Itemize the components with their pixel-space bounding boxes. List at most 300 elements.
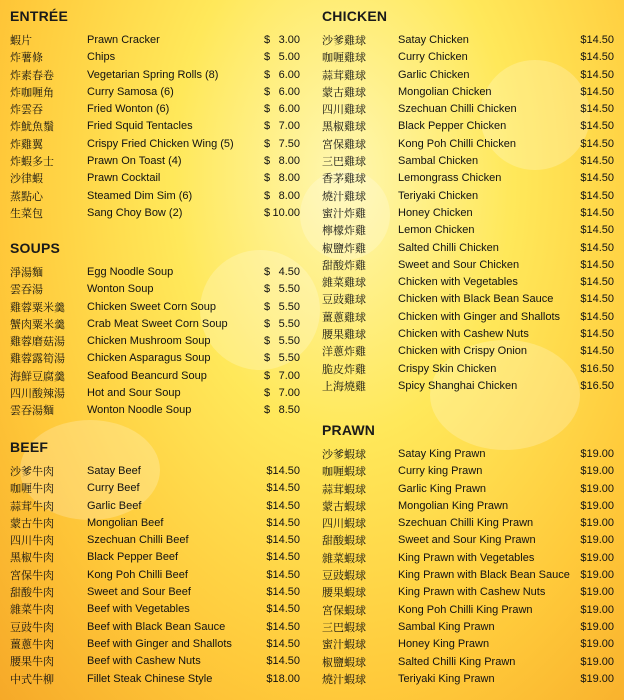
dish-chinese-name: 海鮮豆腐羹 — [10, 369, 65, 383]
menu-item-row — [322, 274, 614, 291]
dish-english-name: Teriyaki Chicken — [398, 189, 479, 202]
dish-price: $14.50 — [580, 310, 614, 323]
dish-price: 5.50 — [278, 300, 300, 313]
dish-english-name: Teriyaki King Prawn — [398, 672, 495, 685]
dish-chinese-name: 蒸點心 — [10, 189, 43, 203]
dish-english-name: Honey King Prawn — [398, 638, 490, 651]
dish-price: $14.50 — [580, 328, 614, 341]
dish-english-name: Black Pepper Beef — [87, 551, 179, 564]
section-prawn — [322, 420, 614, 688]
menu-item-row — [322, 67, 614, 84]
dish-price: $14.50 — [266, 586, 300, 599]
dish-chinese-name: 雜菜牛肉 — [10, 603, 54, 617]
section-chicken — [322, 6, 614, 395]
section-title: ENTRÉE — [10, 8, 68, 24]
dish-english-name: Kong Poh Chilli Chicken — [398, 137, 517, 150]
dish-chinese-name: 咖喱雞球 — [322, 51, 366, 65]
dish-price: $19.00 — [580, 534, 614, 547]
dish-chinese-name: 生菜包 — [10, 206, 43, 220]
price-currency: $ — [264, 387, 271, 400]
dish-english-name: Spicy Shanghai Chicken — [398, 379, 518, 392]
menu-item-row — [322, 378, 614, 395]
dish-price: $16.50 — [580, 362, 614, 375]
dish-english-name: Sambal Chicken — [398, 155, 479, 168]
dish-chinese-name: 蜜汁蝦球 — [322, 638, 366, 652]
menu-item-row — [322, 326, 614, 343]
price-currency: $ — [264, 85, 271, 98]
dish-english-name: Wonton Soup — [87, 283, 154, 296]
dish-price: $14.50 — [580, 172, 614, 185]
menu-item-row — [10, 567, 302, 584]
menu-item-row — [322, 257, 614, 274]
dish-english-name: Honey Chicken — [398, 206, 473, 219]
dish-price: $19.00 — [580, 620, 614, 633]
menu-item-row — [10, 205, 302, 222]
dish-chinese-name: 檸檬炸雞 — [322, 224, 366, 238]
dish-chinese-name: 蟹肉粟米羹 — [10, 317, 65, 331]
dish-chinese-name: 沙爹雞球 — [322, 34, 366, 47]
dish-price: $14.50 — [580, 68, 614, 81]
dish-english-name: Lemon Chicken — [398, 224, 475, 237]
dish-english-name: Salted Chilli King Prawn — [398, 655, 516, 668]
dish-english-name: Szechuan Chilli Chicken — [398, 103, 517, 116]
dish-price: 5.50 — [278, 317, 300, 330]
dish-english-name: Fried Wonton (6) — [87, 103, 170, 116]
menu-item-row — [10, 299, 302, 316]
dish-chinese-name: 腰果蝦球 — [322, 586, 366, 600]
section-soups — [10, 238, 302, 420]
dish-chinese-name: 上海燒雞 — [322, 379, 366, 393]
dish-english-name: Steamed Dim Sim (6) — [87, 189, 193, 202]
dish-english-name: Beef with Black Bean Sauce — [87, 620, 226, 633]
dish-chinese-name: 豆豉雞球 — [322, 293, 366, 307]
dish-english-name: King Prawn with Cashew Nuts — [398, 586, 546, 599]
dish-price: $19.00 — [580, 603, 614, 616]
dish-chinese-name: 中式牛柳 — [10, 672, 54, 686]
menu-item-row — [10, 281, 302, 298]
dish-english-name: Szechuan Chilli Beef — [87, 534, 189, 547]
dish-english-name: Chicken with Vegetables — [398, 276, 518, 289]
dish-chinese-name: 燒汁蝦球 — [322, 672, 366, 686]
menu-item-row — [322, 602, 614, 619]
dish-chinese-name: 脆皮炸雞 — [322, 362, 366, 376]
dish-price: $14.50 — [580, 345, 614, 358]
menu-item-row — [322, 136, 614, 153]
dish-chinese-name: 炸咖喱角 — [10, 85, 54, 99]
section-title: CHICKEN — [322, 8, 388, 24]
price-currency: $ — [264, 283, 271, 296]
dish-price: 5.50 — [278, 335, 300, 348]
menu-item-row — [10, 101, 302, 118]
menu-item-row — [10, 316, 302, 333]
menu-item-row — [10, 601, 302, 618]
dish-english-name: Crab Meat Sweet Corn Soup — [87, 317, 228, 330]
dish-chinese-name: 椒鹽炸雞 — [322, 241, 366, 255]
section-title: PRAWN — [322, 422, 376, 438]
dish-price: $19.00 — [580, 517, 614, 530]
dish-price: 10.00 — [272, 206, 300, 219]
dish-english-name: Mongolian King Prawn — [398, 499, 509, 512]
menu-item-row — [10, 498, 302, 515]
dish-english-name: Vegetarian Spring Rolls (8) — [87, 68, 219, 81]
dish-price: $14.50 — [580, 293, 614, 306]
menu-item-row — [322, 361, 614, 378]
dish-english-name: Fillet Steak Chinese Style — [87, 672, 213, 685]
dish-chinese-name: 薑蔥牛肉 — [10, 637, 54, 651]
dish-price: $14.50 — [580, 189, 614, 202]
dish-chinese-name: 薑蔥雞球 — [322, 310, 366, 324]
menu-item-row — [10, 671, 302, 688]
dish-price: 5.50 — [278, 283, 300, 296]
menu-item-row — [10, 188, 302, 205]
dish-english-name: Crispy Skin Chicken — [398, 362, 497, 375]
dish-english-name: Chicken Asparagus Soup — [87, 352, 211, 365]
dish-price: $19.00 — [580, 672, 614, 685]
dish-chinese-name: 香茅雞球 — [322, 172, 366, 186]
dish-price: $19.00 — [580, 586, 614, 599]
dish-price: $14.50 — [580, 137, 614, 150]
menu-item-row — [10, 264, 302, 281]
dish-english-name: Curry king Prawn — [398, 465, 483, 478]
dish-english-name: Satay Chicken — [398, 34, 469, 46]
dish-english-name: Crispy Fried Chicken Wing (5) — [87, 137, 234, 150]
menu-item-row — [322, 515, 614, 532]
dish-english-name: Chicken Sweet Corn Soup — [87, 300, 217, 313]
dish-chinese-name: 雜菜雞球 — [322, 276, 366, 290]
dish-price: $14.50 — [266, 482, 300, 495]
dish-price: $14.50 — [266, 499, 300, 512]
dish-price: 3.00 — [278, 34, 300, 46]
menu-item-row — [10, 136, 302, 153]
menu-item-row — [322, 205, 614, 222]
dish-chinese-name: 雲吞湯麵 — [10, 404, 54, 418]
dish-chinese-name: 四川蝦球 — [322, 517, 366, 531]
dish-english-name: Szechuan Chilli King Prawn — [398, 517, 534, 530]
dish-chinese-name: 雲吞湯 — [10, 283, 43, 297]
dish-chinese-name: 蜜汁炸雞 — [322, 206, 366, 220]
dish-english-name: Sang Choy Bow (2) — [87, 206, 183, 219]
menu-item-row — [10, 515, 302, 532]
dish-english-name: King Prawn with Vegetables — [398, 551, 535, 564]
price-currency: $ — [264, 404, 271, 417]
dish-price: 7.00 — [278, 120, 300, 133]
dish-english-name: Prawn On Toast (4) — [87, 155, 182, 168]
dish-chinese-name: 四川牛肉 — [10, 534, 54, 548]
dish-english-name: Satay King Prawn — [398, 448, 486, 460]
dish-chinese-name: 宮保雞球 — [322, 137, 366, 151]
dish-english-name: Kong Poh Chilli Beef — [87, 568, 188, 581]
dish-price: 4.50 — [278, 266, 300, 278]
dish-chinese-name: 沙爹牛肉 — [10, 465, 54, 478]
menu-item-row — [322, 481, 614, 498]
dish-price: $14.50 — [266, 620, 300, 633]
price-currency: $ — [264, 155, 271, 168]
dish-english-name: Curry Beef — [87, 482, 140, 495]
dish-english-name: Beef with Cashew Nuts — [87, 655, 201, 668]
dish-english-name: Satay Beef — [87, 465, 141, 477]
dish-english-name: Garlic Beef — [87, 499, 142, 512]
dish-price: 8.50 — [278, 404, 300, 417]
section-entree — [10, 6, 302, 222]
menu-item-row — [322, 101, 614, 118]
menu-item-row — [10, 32, 302, 49]
menu-item-row — [322, 654, 614, 671]
menu-item-row — [322, 619, 614, 636]
menu-item-row — [10, 49, 302, 66]
menu-item-row — [10, 653, 302, 670]
dish-chinese-name: 燒汁雞球 — [322, 189, 366, 203]
dish-chinese-name: 甜酸蝦球 — [322, 534, 366, 548]
dish-english-name: Sambal King Prawn — [398, 620, 495, 633]
dish-price: $19.00 — [580, 465, 614, 478]
menu-item-row — [10, 619, 302, 636]
price-currency: $ — [264, 189, 271, 202]
dish-price: 7.00 — [278, 387, 300, 400]
dish-english-name: Chicken with Black Bean Sauce — [398, 293, 554, 306]
dish-price: $19.00 — [580, 482, 614, 495]
dish-price: $19.00 — [580, 551, 614, 564]
menu-item-row — [322, 584, 614, 601]
dish-price: $14.50 — [580, 103, 614, 116]
dish-price: $14.50 — [580, 120, 614, 133]
price-currency: $ — [264, 103, 271, 116]
menu-item-row — [322, 84, 614, 101]
dish-english-name: Prawn Cracker — [87, 34, 160, 46]
dish-chinese-name: 蒜茸雞球 — [322, 68, 366, 82]
menu-item-row — [10, 532, 302, 549]
menu-item-row — [10, 118, 302, 135]
dish-english-name: Sweet and Sour King Prawn — [398, 534, 536, 547]
dish-price: 8.00 — [278, 172, 300, 185]
dish-english-name: Chips — [87, 51, 116, 64]
price-currency: $ — [264, 172, 271, 185]
dish-english-name: Hot and Sour Soup — [87, 387, 181, 400]
dish-chinese-name: 蒙古雞球 — [322, 85, 366, 99]
dish-english-name: Chicken with Ginger and Shallots — [398, 310, 561, 323]
dish-chinese-name: 四川雞球 — [322, 103, 366, 117]
dish-chinese-name: 蝦片 — [10, 34, 32, 47]
menu-item-row — [322, 291, 614, 308]
dish-chinese-name: 宮保牛肉 — [10, 568, 54, 582]
menu-item-row — [322, 153, 614, 170]
dish-english-name: Prawn Cocktail — [87, 172, 161, 185]
dish-english-name: Beef with Vegetables — [87, 603, 190, 616]
menu-item-row — [322, 49, 614, 66]
dish-price: $14.50 — [580, 258, 614, 271]
dish-english-name: Black Pepper Chicken — [398, 120, 507, 133]
menu-item-row — [10, 84, 302, 101]
menu-item-row — [322, 118, 614, 135]
price-currency: $ — [264, 51, 271, 64]
dish-english-name: Mongolian Beef — [87, 516, 164, 529]
dish-chinese-name: 咖喱牛肉 — [10, 482, 54, 496]
menu-item-row — [322, 32, 614, 49]
dish-price: $19.00 — [580, 448, 614, 460]
dish-chinese-name: 炸蝦多士 — [10, 155, 54, 169]
menu-item-row — [10, 584, 302, 601]
menu-item-row — [10, 368, 302, 385]
price-currency: $ — [264, 335, 271, 348]
dish-chinese-name: 蒜茸蝦球 — [322, 482, 366, 496]
dish-chinese-name: 蒙古牛肉 — [10, 516, 54, 530]
menu-item-row — [322, 170, 614, 187]
dish-price: $14.50 — [580, 224, 614, 237]
menu-item-row — [322, 240, 614, 257]
section-title: SOUPS — [10, 240, 61, 256]
dish-chinese-name: 豆豉牛肉 — [10, 620, 54, 634]
price-currency: $ — [264, 137, 271, 150]
dish-chinese-name: 淨湯麵 — [10, 266, 43, 279]
dish-english-name: Sweet and Sour Chicken — [398, 258, 520, 271]
dish-english-name: Wonton Noodle Soup — [87, 404, 192, 417]
dish-chinese-name: 雞蓉磨菇湯 — [10, 335, 65, 349]
dish-price: $19.00 — [580, 638, 614, 651]
dish-price: $14.50 — [266, 534, 300, 547]
dish-english-name: Mongolian Chicken — [398, 85, 492, 98]
menu-item-row — [322, 343, 614, 360]
dish-price: $14.50 — [266, 655, 300, 668]
dish-chinese-name: 四川酸辣湯 — [10, 387, 65, 401]
menu-item-row — [322, 532, 614, 549]
dish-chinese-name: 沙爹蝦球 — [322, 448, 366, 461]
dish-price: 5.00 — [278, 51, 300, 64]
dish-price: 5.50 — [278, 352, 300, 365]
menu-item-row — [322, 222, 614, 239]
price-currency: $ — [264, 369, 271, 382]
dish-english-name: Beef with Ginger and Shallots — [87, 637, 232, 650]
menu-item-row — [10, 170, 302, 187]
dish-chinese-name: 椒鹽蝦球 — [322, 655, 366, 669]
dish-price: $16.50 — [580, 379, 614, 392]
dish-chinese-name: 三巴蝦球 — [322, 620, 366, 634]
price-currency: $ — [264, 68, 271, 81]
price-currency: $ — [264, 206, 271, 219]
dish-price: 7.00 — [278, 369, 300, 382]
dish-chinese-name: 豆豉蝦球 — [322, 569, 366, 583]
dish-chinese-name: 蒙古蝦球 — [322, 499, 366, 513]
menu-item-row — [10, 480, 302, 497]
dish-chinese-name: 黑椒牛肉 — [10, 551, 54, 565]
menu-item-row — [10, 67, 302, 84]
menu-item-row — [322, 463, 614, 480]
menu-item-row — [10, 153, 302, 170]
dish-english-name: Salted Chilli Chicken — [398, 241, 499, 254]
menu-item-row — [10, 350, 302, 367]
dish-price: $14.50 — [580, 276, 614, 289]
dish-price: $14.50 — [580, 34, 614, 46]
dish-price: $14.50 — [266, 465, 300, 477]
dish-chinese-name: 三巴雞球 — [322, 155, 366, 169]
dish-price: $14.50 — [266, 516, 300, 529]
dish-chinese-name: 甜酸牛肉 — [10, 586, 54, 600]
menu-item-row — [322, 188, 614, 205]
dish-price: $14.50 — [266, 568, 300, 581]
price-currency: $ — [264, 120, 271, 133]
price-currency: $ — [264, 266, 271, 278]
dish-english-name: Garlic Chicken — [398, 68, 470, 81]
dish-chinese-name: 炸雞翼 — [10, 137, 43, 151]
dish-english-name: Chicken with Cashew Nuts — [398, 328, 529, 341]
menu-item-row — [10, 402, 302, 419]
dish-price: $14.50 — [580, 155, 614, 168]
dish-chinese-name: 炸素春卷 — [10, 68, 54, 82]
dish-english-name: Chicken with Crispy Onion — [398, 345, 527, 358]
menu-item-row — [10, 549, 302, 566]
dish-english-name: Seafood Beancurd Soup — [87, 369, 207, 382]
dish-price: $14.50 — [580, 206, 614, 219]
dish-price: $14.50 — [266, 637, 300, 650]
section-beef — [10, 437, 302, 688]
dish-price: $19.00 — [580, 569, 614, 582]
menu-item-row — [322, 309, 614, 326]
dish-english-name: Chicken Mushroom Soup — [87, 335, 211, 348]
menu-item-row — [322, 567, 614, 584]
dish-price: 6.00 — [278, 68, 300, 81]
menu-item-row — [10, 463, 302, 480]
price-currency: $ — [264, 300, 271, 313]
menu-item-row — [322, 671, 614, 688]
dish-english-name: Lemongrass Chicken — [398, 172, 502, 185]
dish-price: $14.50 — [266, 551, 300, 564]
section-title: BEEF — [10, 439, 49, 455]
dish-chinese-name: 炸雲吞 — [10, 103, 43, 117]
price-currency: $ — [264, 352, 271, 365]
dish-price: $19.00 — [580, 499, 614, 512]
dish-price: $19.00 — [580, 655, 614, 668]
dish-price: 7.50 — [278, 137, 300, 150]
dish-chinese-name: 洋蔥炸雞 — [322, 345, 366, 359]
dish-price: 6.00 — [278, 103, 300, 116]
dish-price: 6.00 — [278, 85, 300, 98]
dish-english-name: Sweet and Sour Beef — [87, 586, 191, 599]
dish-price: 8.00 — [278, 189, 300, 202]
dish-chinese-name: 蒜茸牛肉 — [10, 499, 54, 513]
dish-chinese-name: 咖喱蝦球 — [322, 465, 366, 479]
menu-item-row — [322, 550, 614, 567]
menu-item-row — [10, 636, 302, 653]
dish-english-name: Kong Poh Chilli King Prawn — [398, 603, 533, 616]
dish-chinese-name: 雞蓉粟米羹 — [10, 300, 65, 314]
price-currency: $ — [264, 34, 271, 46]
dish-price: $14.50 — [580, 51, 614, 64]
dish-english-name: Fried Squid Tentacles — [87, 120, 193, 133]
dish-chinese-name: 腰果牛肉 — [10, 655, 54, 669]
dish-chinese-name: 黑椒雞球 — [322, 120, 366, 134]
dish-price: $14.50 — [580, 85, 614, 98]
menu-item-row — [322, 446, 614, 463]
dish-english-name: King Prawn with Black Bean Sauce — [398, 569, 570, 582]
dish-price: $14.50 — [266, 603, 300, 616]
dish-english-name: Garlic King Prawn — [398, 482, 487, 495]
menu-item-row — [322, 498, 614, 515]
dish-chinese-name: 炸薯條 — [10, 51, 43, 65]
dish-chinese-name: 甜酸炸雞 — [322, 258, 366, 272]
dish-chinese-name: 雜菜蝦球 — [322, 551, 366, 565]
dish-chinese-name: 宮保蝦球 — [322, 603, 366, 617]
dish-chinese-name: 沙律蝦 — [10, 172, 43, 186]
dish-english-name: Curry Chicken — [398, 51, 468, 64]
dish-chinese-name: 炸魷魚鬚 — [10, 120, 54, 134]
menu-item-row — [10, 385, 302, 402]
menu-item-row — [10, 333, 302, 350]
dish-english-name: Egg Noodle Soup — [87, 266, 174, 278]
dish-chinese-name: 雞蓉露筍湯 — [10, 352, 65, 366]
dish-chinese-name: 腰果雞球 — [322, 328, 366, 342]
price-currency: $ — [264, 317, 271, 330]
menu-item-row — [322, 636, 614, 653]
dish-price: $18.00 — [266, 672, 300, 685]
dish-price: 8.00 — [278, 155, 300, 168]
